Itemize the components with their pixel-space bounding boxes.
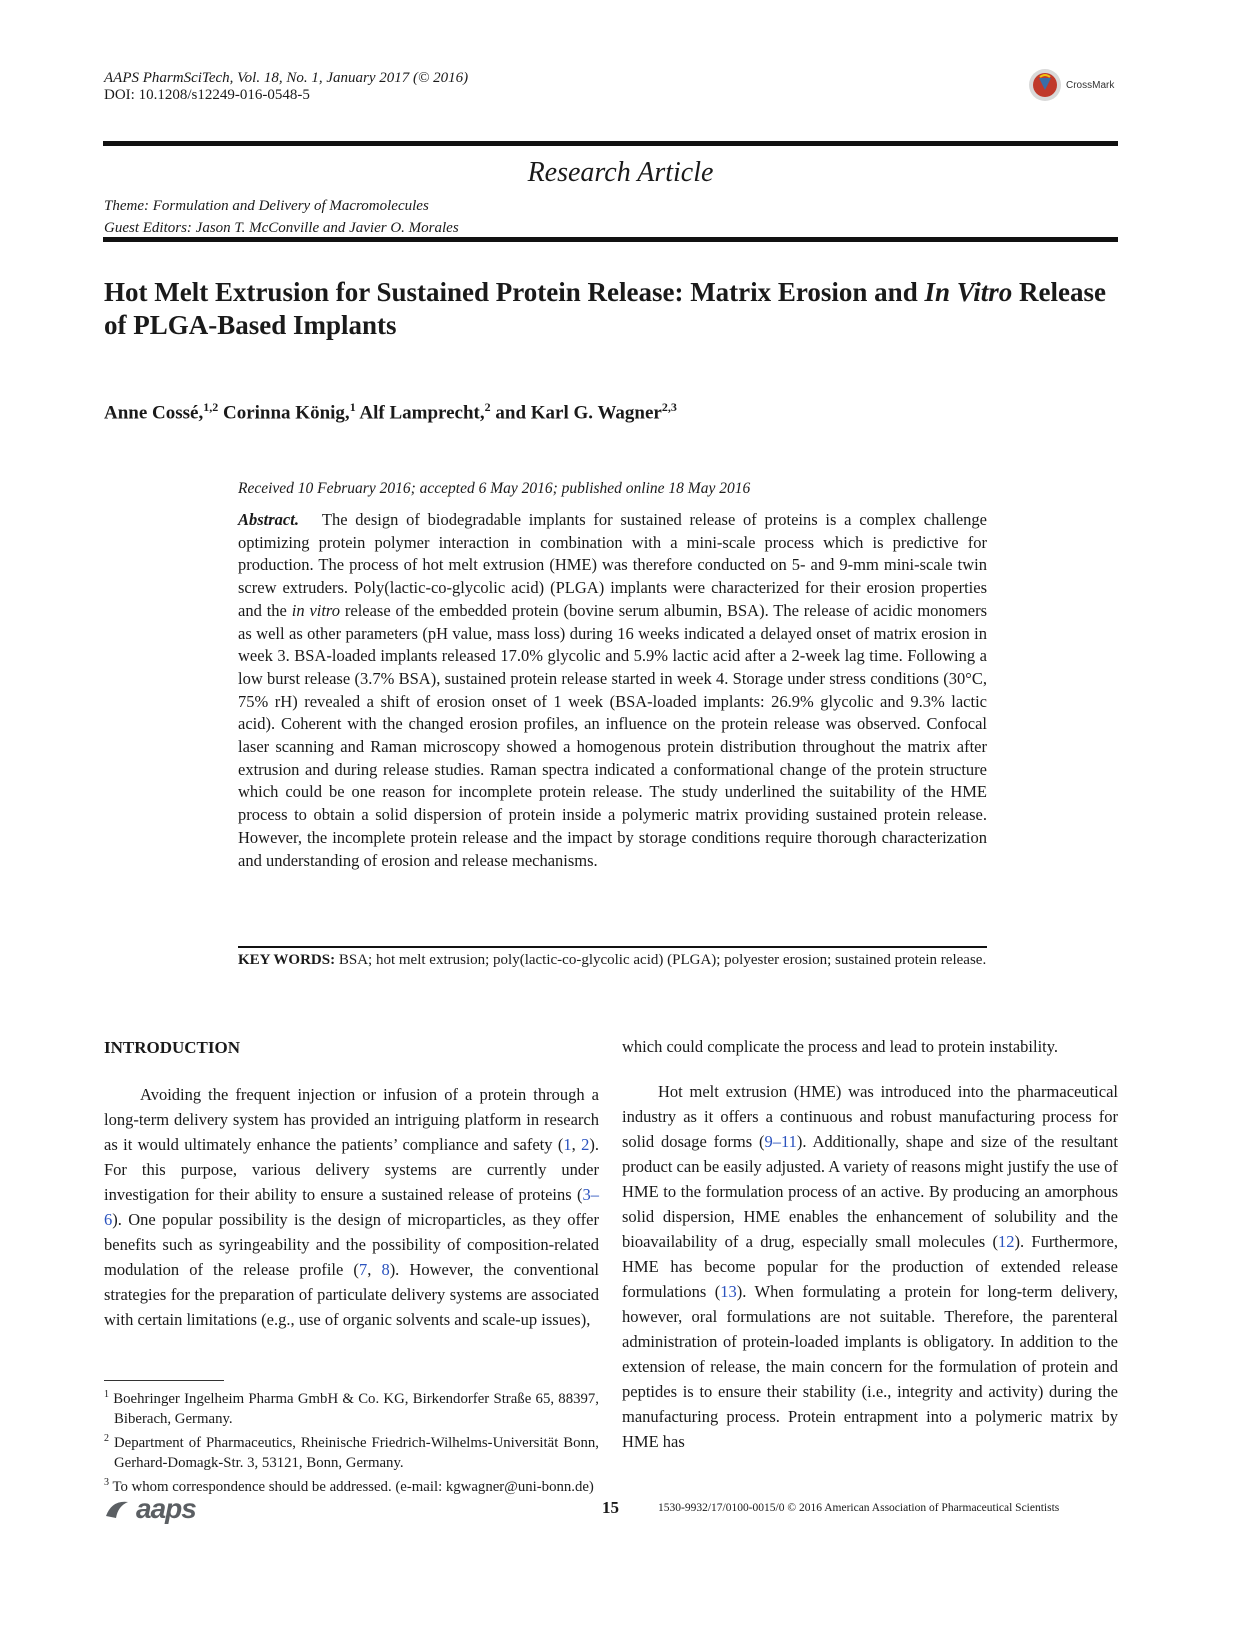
citation-link[interactable]: 3–6 xyxy=(104,1185,599,1229)
page-number: 15 xyxy=(602,1498,619,1517)
citation-link[interactable]: 9–11 xyxy=(764,1132,797,1151)
footnote-rule xyxy=(104,1380,224,1381)
aaps-logo xyxy=(104,1493,196,1525)
author: and Karl G. Wagner xyxy=(495,402,662,424)
footnote: $^3$ To whom correspondence should be addressed. (e-mail: kgwagner@uni-bonn.de) xyxy=(104,1476,594,1495)
citation-link[interactable]: 13 xyxy=(720,1282,737,1301)
author: Corinna König, xyxy=(222,402,350,424)
section-heading-introduction: INTRODUCTION xyxy=(104,1038,241,1057)
author-list: Anne Cossé,$^{1,2}$ Corinna König,$^1$ Alf Lamprecht,$^2$ and Karl G. Wagner$^{2,3}$ xyxy=(104,400,677,424)
copyright: 1530-9932/17/0100-0015/0 © 2016 American Association of Pharmaceutical Scientists xyxy=(658,1502,1060,1514)
doi[interactable]: DOI: 10.1208/s12249-016-0548-5 xyxy=(104,87,310,103)
intro-paragraph-2: Hot melt extrusion (HME) was introduced into the pharmaceutical industry as it offers a continuous and robust manufacturing process for solid dosage forms (9–11). Additionally, shape and size of the resultant product can be easily adjusted. A variety of reasons might justify the use of HME to the formulation process of an active. By producing an amorphous solid dispersion, HME enables the enhancement of solubility and the bioavailability of a drug, especially small molecules (12). Furthermore, HME has become popular for the production of extended release formulations (13). When formulating a protein for long-term delivery, however, oral formulations are not suitable. Therefore, the parenteral administration of protein-loaded implants is obligatory. In addition to the extension of release, the main concern for the formulation of protein and peptides is to ensure their stability (i.e., integrity and activity) during the manufacturing process. Protein entrapment into a polymeric matrix by HME has xyxy=(622,1082,1118,1451)
title-rule xyxy=(103,237,1118,242)
citation-link[interactable]: 2 xyxy=(581,1135,590,1154)
theme: Theme: Formulation and Delivery of Macromolecules xyxy=(104,198,429,214)
intro-paragraph-continued: which could complicate the process and lead to protein instability. xyxy=(622,1037,1059,1056)
keywords: KEY WORDS: BSA; hot melt extrusion; poly(lactic-co-glycolic acid) (PLGA); polyester erosion; sustained protein release. xyxy=(238,952,987,968)
crossmark-label: CrossMark xyxy=(1066,79,1115,91)
crossmark-icon xyxy=(1028,68,1062,102)
article-type: Research Article xyxy=(527,157,714,188)
citation-link[interactable]: 12 xyxy=(997,1232,1015,1251)
paper-title: Hot Melt Extrusion for Sustained Protein Release: Matrix Erosion and In Vitro Release of PLGA-Based Implants xyxy=(104,277,1106,340)
keywords-label: KEY WORDS: xyxy=(238,952,336,968)
citation-link[interactable]: 7 xyxy=(358,1260,368,1279)
keywords-rule xyxy=(238,946,987,948)
abstract-label: Abstract. xyxy=(238,510,299,529)
citation-link[interactable]: 1 xyxy=(563,1135,572,1154)
abstract: Abstract. The design of biodegradable implants for sustained release of proteins is a complex challenge optimizing protein polymer interaction in combination with a mini-scale process which is predictive for production. The process of hot melt extrusion (HME) was therefore conducted on 5- and 9-mm mini-scale twin screw extruders. Poly(lactic-co-glycolic acid) (PLGA) implants were characterized for their erosion properties and the in vitro release of the embedded protein (bovine serum albumin, BSA). The release of acidic monomers as well as other parameters (pH value, mass loss) during 16 weeks indicated a delayed onset of matrix erosion in week 3. BSA-loaded implants released 17.0% glycolic and 5.9% lactic acid after a 2-week lag time. Following a low burst release (3.7% BSA), sustained protein release started in week 4. Storage under stress conditions (30°C, 75% rH) revealed a shift of erosion onset of 1 week (BSA-loaded implants: 26.9% glycolic and 9.3% lactic acid). Coherent with the changed erosion profiles, an influence on the protein release was observed. Confocal laser scanning and Raman microscopy showed a homogenous protein distribution throughout the matrix after extrusion and during release studies. Raman spectra indicated a conformational change of the protein structure which could be one reason for incomplete protein release. The study underlined the suitability of the HME process to obtain a solid dispersion of protein inside a polymeric matrix providing sustained protein release. However, the incomplete protein release and the impact by storage conditions require thorough characterization and understanding of erosion and release mechanisms. xyxy=(238,510,988,870)
journal-header xyxy=(104,70,468,104)
crossmark-badge[interactable] xyxy=(1028,68,1114,102)
guest-editors: Guest Editors: Jason T. McConville and Javier O. Morales xyxy=(104,220,459,236)
citation-link[interactable]: 8 xyxy=(381,1260,390,1279)
aaps-swoosh-icon xyxy=(104,1498,130,1520)
footnote: $^1$ Boehringer Ingelheim Pharma GmbH & Co. KG, Birkendorfer Straße 65, 88397, Biberach, Germany. xyxy=(104,1389,600,1427)
journal-citation: AAPS PharmSciTech, Vol. 18, No. 1, January 2017 (© 2016) xyxy=(104,70,469,86)
author: Alf Lamprecht, xyxy=(359,402,485,424)
top-rule xyxy=(103,141,1118,146)
theme-block xyxy=(104,195,459,239)
received-dates: Received 10 February 2016; accepted 6 May 2016; published online 18 May 2016 xyxy=(238,480,751,497)
footnotes xyxy=(104,1385,599,1497)
aaps-logo-text: aaps xyxy=(136,1493,196,1524)
footnote: $^2$ Department of Pharmaceutics, Rheinische Friedrich-Wilhelms-Universität Bonn, Gerhard-Domagk-Str. 3, 53121, Bonn, Germany. xyxy=(104,1432,599,1471)
intro-paragraph-1: Avoiding the frequent injection or infusion of a protein through a long-term delivery system has provided an intriguing platform in research as it would ultimately enhance the patients’ compliance and safety (1, 2). For this purpose, various delivery systems are currently under investigation for their ability to ensure a sustained release of proteins (3–6). One popular possibility is the design of microparticles, as they offer benefits such as syringeability and the possibility of composition-related modulation of the release profile (7, 8). However, the conventional strategies for the preparation of particulate delivery systems are associated with certain limitations (e.g., use of organic solvents and scale-up issues), xyxy=(104,1085,599,1329)
author: Anne Cossé, xyxy=(104,402,204,424)
